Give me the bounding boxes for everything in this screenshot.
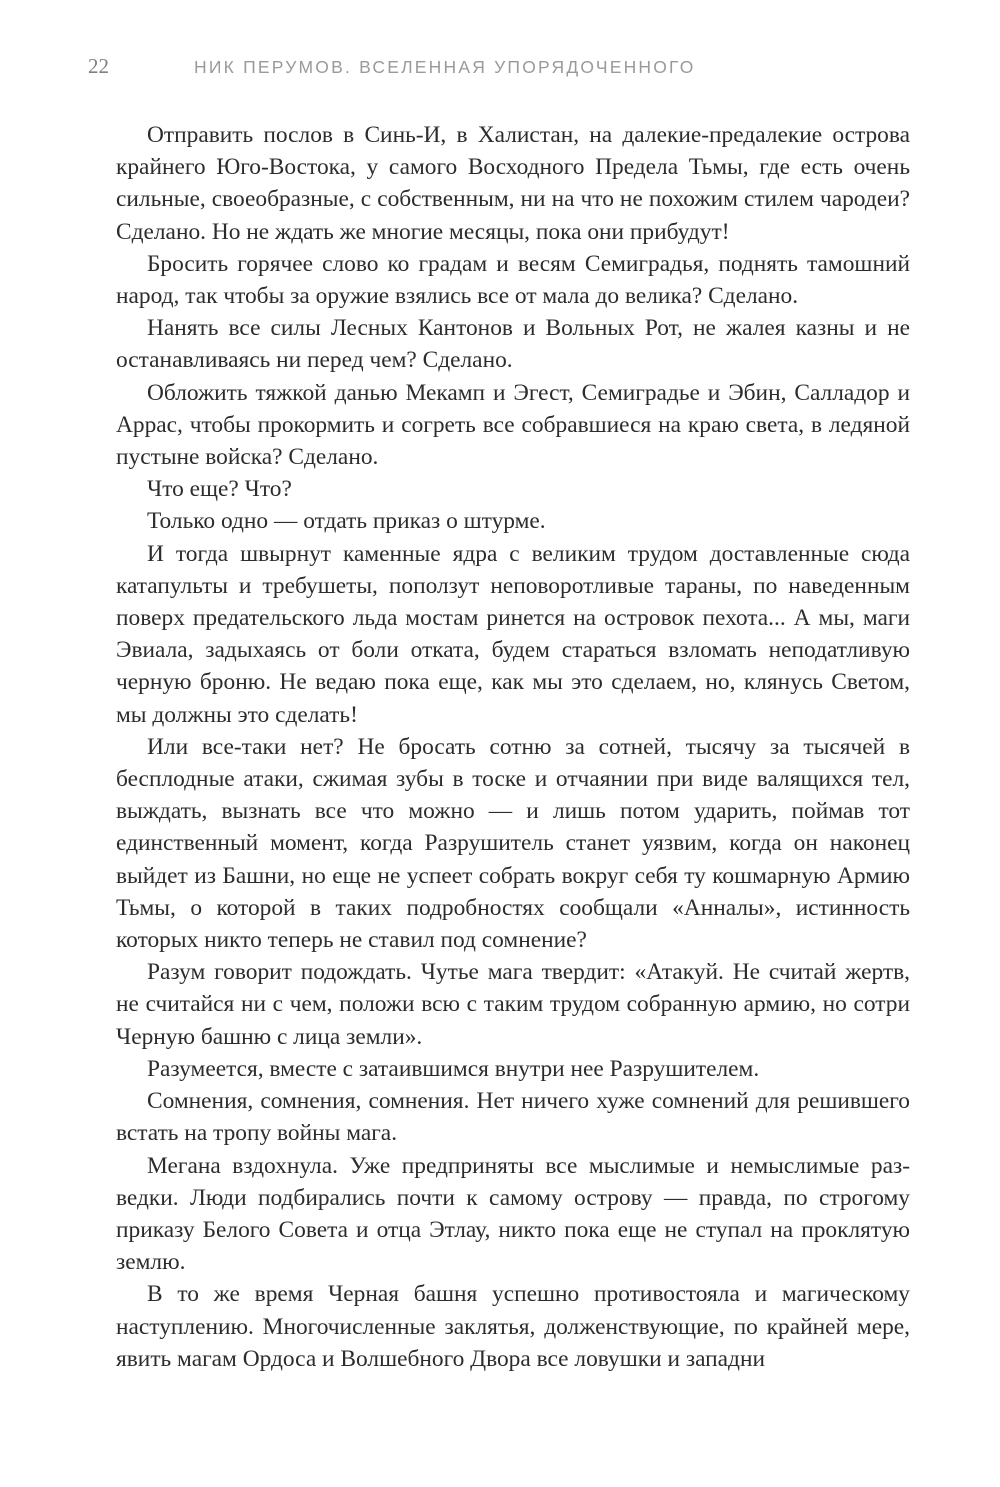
book-title: НИК ПЕРУМОВ. ВСЕЛЕННАЯ УПОРЯДОЧЕННОГО bbox=[194, 57, 696, 77]
paragraph: В то же время Черная башня успешно противостояла и магическому наступлению. Многочисленные заклятья, долженствующие, по крайней мере, явить магам Ордоса и Волшебного Двора все ловушки и западни bbox=[116, 1281, 910, 1372]
paragraph: Разум говорит подождать. Чутье мага твердит: «Атакуй. Не считай жертв, не считайся ни с чем, положи всю с таким трудом собранную армию, но сотри Черную башню с лица земли». bbox=[116, 959, 910, 1050]
paragraph: Отправить послов в Синь-И, в Халистан, на далекие-предалекие острова крайнего Юго-Востока, у самого Восходного Предела Тьмы, где есть очень сильные, своеобразные, с собственным, ни на что не похожим стилем чародеи? Сделано. Но не ждать же многие месяцы, пока они прибудут! bbox=[116, 122, 910, 245]
paragraph: Что еще? Что? bbox=[147, 476, 292, 503]
paragraph: И тогда швырнут каменные ядра с великим трудом доставленные сюда катапульты и требушеты, поползут неповоротливые тараны, по наведенным поверх предательского льда мостам ринется на островок пехота... А мы, маги Эвиала, задыхаясь от боли отката, будем стараться взломать неподатливую черную броню. Не ведаю пока еще, как мы это сделаем, но, клянусь Светом, мы должны это сделать! bbox=[116, 540, 910, 728]
paragraph: Разумеется, вместе с затаившимся внутри нее Разрушителем. bbox=[147, 1055, 760, 1082]
body-text bbox=[116, 119, 910, 1375]
paragraph: Только одно — отдать приказ о штурме. bbox=[147, 508, 546, 535]
paragraph: Обложить тяжкой данью Мекамп и Эгест, Семиградье и Эбин, Салладор и Аррас, чтобы прокормить и согреть все собравшиеся на краю света, в ледяной пустыне войска? Сделано. bbox=[116, 379, 910, 471]
paragraph: Мегана вздохнула. Уже предприняты все мыслимые и немыслимые разведки. Люди подбирались почти к самому острову — правда, по строгому приказу Белого Совета и отца Этлау, никто пока еще не ступал на проклятую землю. bbox=[116, 1152, 910, 1276]
paragraph: Или все-таки нет? Не бросать сотню за сотней, тысячу за тысячей в бесплодные атаки, сжимая зубы в тоске и отчаянии при виде валящихся тел, выждать, вызнать все что можно — и лишь потом ударить, поймав тот единственный момент, когда Разрушитель станет уязвим, когда он наконец выйдет из Башни, но еще не успеет собрать вокруг себя ту кошмарную Армию Тьмы, о которой в таких подробностях сообщали «Анналы», истинность которых никто теперь не ставил под сомнение? bbox=[116, 733, 910, 954]
paragraph: Нанять все силы Лесных Кантонов и Вольных Рот, не жалея казны и не останавливаясь ни перед чем? Сделано. bbox=[116, 315, 910, 374]
running-header bbox=[88, 54, 696, 94]
paragraph: Сомнения, сомнения, сомнения. Нет ничего хуже сомнений для решившего встать на тропу войны мага. bbox=[116, 1088, 910, 1147]
page-number: 22 bbox=[88, 54, 109, 78]
paragraph: Бросить горячее слово ко градам и весям Семиградья, поднять тамошний народ, так чтобы за оружие взялись все от мала до велика? Сделано. bbox=[116, 250, 910, 310]
